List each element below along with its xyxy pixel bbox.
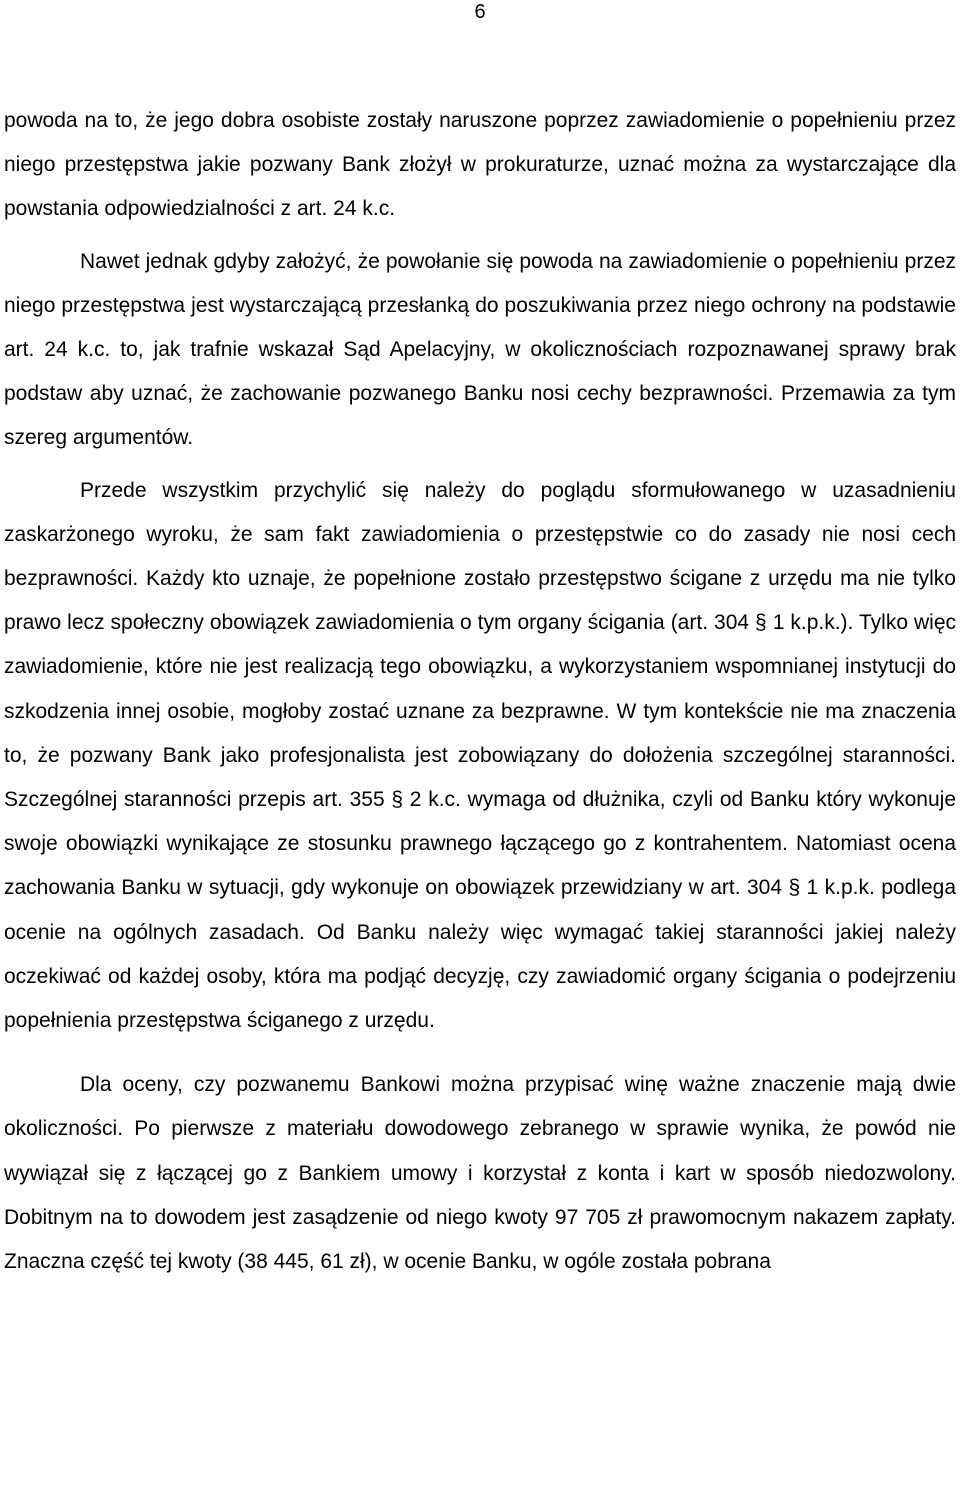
paragraph-continuation: powoda na to, że jego dobra osobiste zostały naruszone poprzez zawiadomienie o popełnieniu przez niego przestępstwa jakie pozwany Bank złożył w prokuraturze, uznać można za wystarczające dla powstania odpowiedzialności z art. 24 k.c. [4,109,956,221]
paragraph-ocena-winy: Dla oceny, czy pozwanemu Bankowi można przypisać winę ważne znaczenie mają dwie okoliczności. Po pierwsze z materiału dowodowego zebranego w sprawie wynika, że powód nie wywiązał się z łączącej go z Bankiem umowy i korzystał z konta i kart w sposób niedozwolony. Dobitnym na to dowodem jest zasądzenie od niego kwoty 97 705 zł prawomocnym nakazem zapłaty. Znaczna część tej kwoty (38 445, 61 zł), w ocenie Banku, w ogóle została pobrana [4,1073,956,1274]
document-body [4,99,956,1284]
page-number: 6 [474,1,486,23]
paragraph-art-24: Nawet jednak gdyby założyć, że powołanie się powoda na zawiadomienie o popełnieniu przez niego przestępstwa jest wystarczającą przesłanką do poszukiwania przez niego ochrony na podstawie art. 24 k.c. to, jak trafnie wskazał Sąd Apelacyjny, w okolicznościach rozpoznawanej sprawy brak podstaw aby uznać, że zachowanie pozwanego Banku nosi cechy bezprawności. Przemawia za tym szereg argumentów. [4,249,956,450]
paragraph-zawiadomienie: Przede wszystkim przychylić się należy do poglądu sformułowanego w uzasadnieniu zaskarżonego wyroku, że sam fakt zawiadomienia o przestępstwie co do zasady nie nosi cech bezprawności. Każdy kto uznaje, że popełnione zostało przestępstwo ścigane z urzędu ma nie tylko prawo lecz społeczny obowiązek zawiadomienia o tym organy ścigania (art. 304 § 1 k.p.k.). Tylko więc zawiadomienie, które nie jest realizacją tego obowiązku, a wykorzystaniem wspomnianej instytucji do szkodzenia innej osobie, mogłoby zostać uznane za bezprawne. W tym kontekście nie ma znaczenia to, że pozwany Bank jako profesjonalista jest zobowiązany do dołożenia szczególnej staranności. Szczególnej staranności przepis art. 355 § 2 k.c. wymaga od dłużnika, czyli od Banku który wykonuje swoje obowiązki wynikające ze stosunku prawnego łączącego go z kontrahentem. Natomiast ocena zachowania Banku w sytuacji, gdy wykonuje on obowiązek przewidziany w art. 304 § 1 k.p.k. podlega ocenie na ogólnych zasadach. Od Banku należy więc wymagać takiej staranności jakiej należy oczekiwać od każdej osoby, która ma podjąć decyzję, czy zawiadomić organy ścigania o podejrzeniu popełnienia przestępstwa ściganego z urzędu. [4,478,956,1033]
